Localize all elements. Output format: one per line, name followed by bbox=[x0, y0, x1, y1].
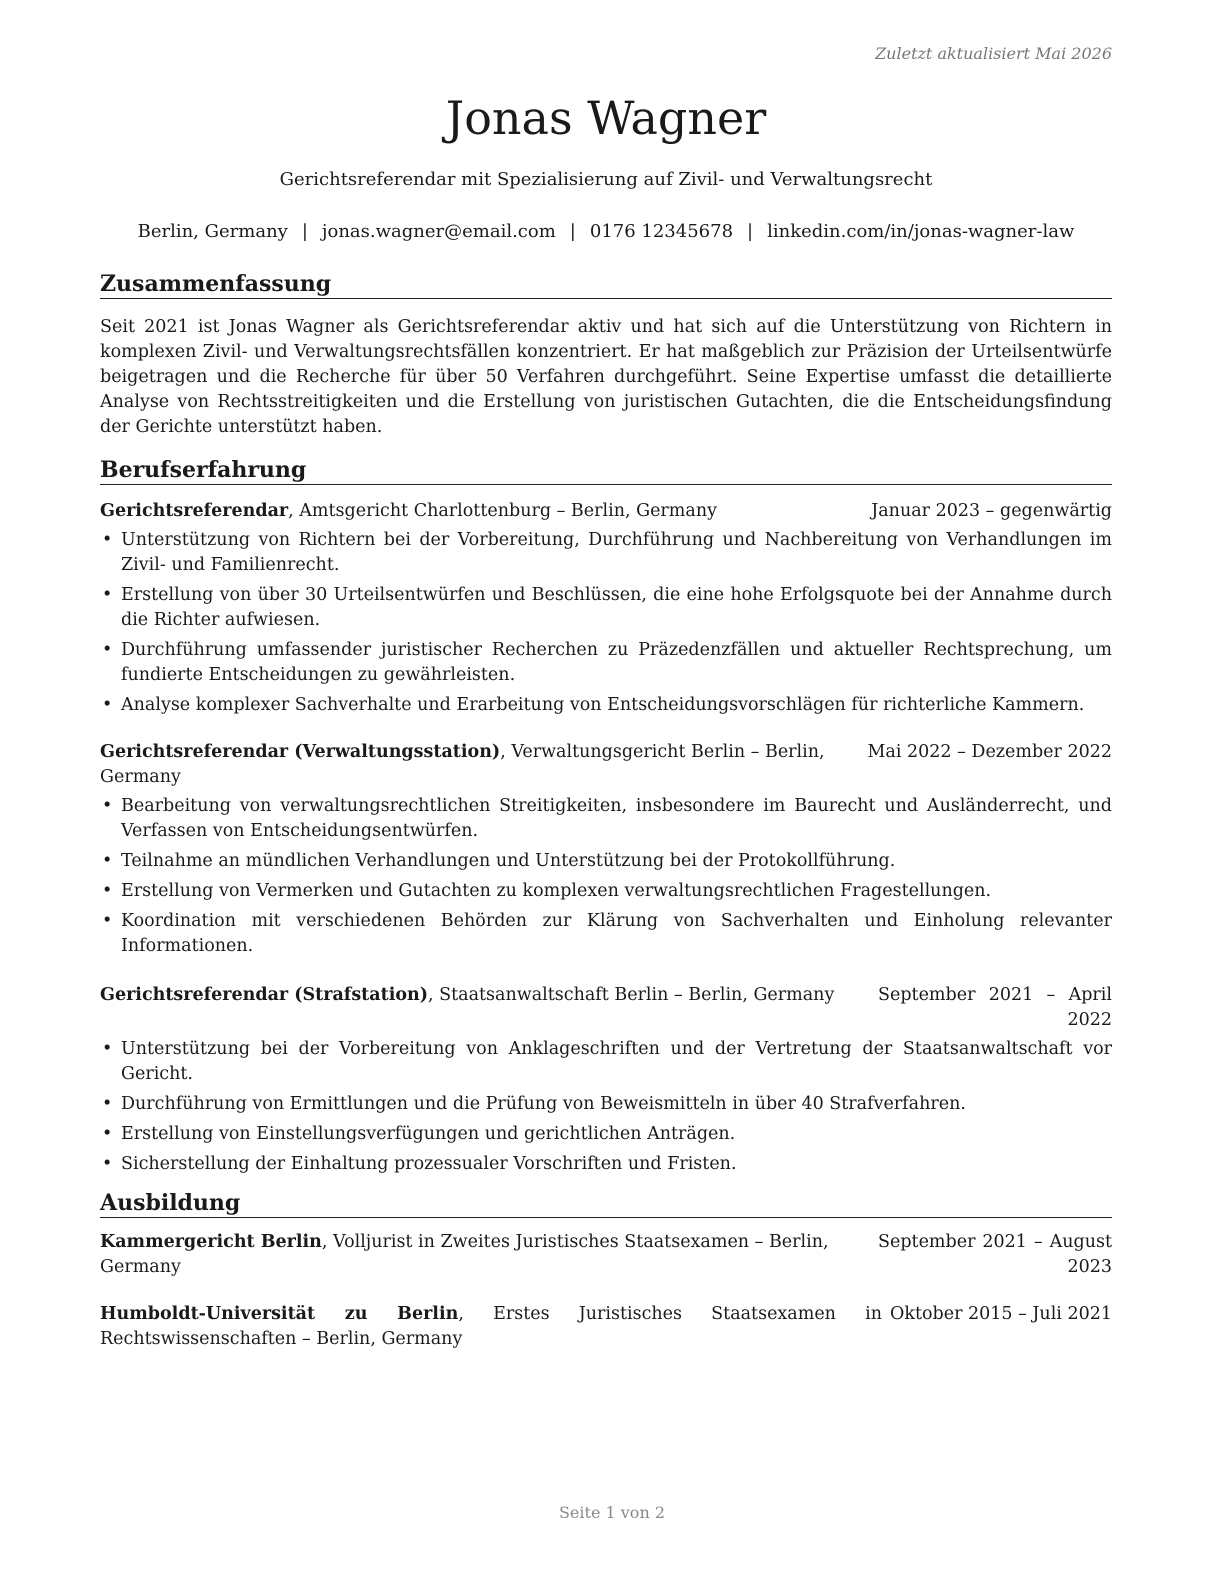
experience-bullets bbox=[100, 1037, 1112, 1177]
list-item: • Durchführung umfassender juristischer Recherchen zu Präzedenzfällen und aktueller Rechtsprechung, um fundierte Entscheidungen zu gewährleisten. bbox=[100, 638, 1112, 688]
section-title-experience: Berufserfahrung bbox=[100, 456, 1112, 485]
contact-phone[interactable]: 0176 12345678 bbox=[589, 221, 734, 242]
education-institution: Kammergericht Berlin bbox=[100, 1232, 322, 1252]
experience-org: , Staatsanwaltschaft Berlin – Berlin, Germany bbox=[428, 985, 835, 1005]
list-item: • Unterstützung von Richtern bei der Vorbereitung, Durchführung und Nachbereitung von Verhandlungen im Zivil- und Familienrecht. bbox=[100, 528, 1112, 578]
contact-location: Berlin, Germany bbox=[137, 221, 288, 242]
contact-linkedin[interactable]: linkedin.com/in/jonas-wagner-law bbox=[767, 221, 1075, 242]
experience-title: Gerichtsreferendar (Verwaltungsstation) bbox=[100, 742, 501, 762]
education-entry bbox=[100, 1230, 1112, 1280]
person-name: Jonas Wagner bbox=[445, 91, 767, 145]
summary-text: Seit 2021 ist Jonas Wagner als Gerichtsreferendar aktiv und hat sich auf die Unterstützung von Richtern in komplexen Zivil- und Verwaltungsrechtsfällen konzentriert. Er hat maßgeblich zur Präzision der Urteilsentwürfe beigetragen und die Recherche für über 50 Verfahren durchgeführt. Seine Expertise umfasst die detaillierte Analyse von Rechtsstreitigkeiten und die Erstellung von juristischen Gutachten, die die Entscheidungsfindung der Gerichte unterstützt haben. bbox=[100, 317, 1112, 437]
experience-bullets bbox=[100, 528, 1112, 718]
last-updated: Zuletzt aktualisiert Mai 2026 bbox=[875, 44, 1112, 63]
experience-entry bbox=[100, 983, 1112, 1177]
list-item: • Teilnahme an mündlichen Verhandlungen und Unterstützung bei der Protokollführung. bbox=[100, 849, 1112, 874]
education-entry bbox=[100, 1302, 1112, 1352]
education-institution: Humboldt-Universität zu Berlin bbox=[100, 1304, 459, 1324]
experience-org: , Verwaltungsgericht Berlin – Berlin, Germany bbox=[100, 742, 825, 787]
job-title: Gerichtsreferendar mit Spezialisierung auf Zivil- und Verwaltungsrecht bbox=[279, 169, 933, 190]
experience-dates: Januar 2023 – gegenwärtig bbox=[871, 501, 1112, 521]
experience-entry bbox=[100, 740, 1112, 959]
experience-dates: September 2021 – April 2022 bbox=[878, 985, 1112, 1030]
section-title-education: Ausbildung bbox=[100, 1189, 1112, 1218]
list-item: • Bearbeitung von verwaltungsrechtlichen Streitigkeiten, insbesondere im Baurecht und Ausländerrecht, und Verfassen von Entscheidungsentwürfen. bbox=[100, 794, 1112, 844]
list-item: • Erstellung von Vermerken und Gutachten zu komplexen verwaltungsrechtlichen Fragestellungen. bbox=[100, 879, 1112, 904]
list-item: • Unterstützung bei der Vorbereitung von Anklageschriften und der Vertretung der Staatsanwaltschaft vor Gericht. bbox=[100, 1037, 1112, 1087]
list-item: • Analyse komplexer Sachverhalte und Erarbeitung von Entscheidungsvorschlägen für richterliche Kammern. bbox=[100, 693, 1112, 718]
experience-bullets bbox=[100, 794, 1112, 959]
experience-org: , Amtsgericht Charlottenburg – Berlin, Germany bbox=[288, 501, 717, 521]
contact-separator: | bbox=[747, 221, 754, 242]
section-title-summary: Zusammenfassung bbox=[100, 270, 1112, 299]
list-item: • Sicherstellung der Einhaltung prozessualer Vorschriften und Fristen. bbox=[100, 1152, 1112, 1177]
experience-title: Gerichtsreferendar bbox=[100, 501, 289, 521]
contact-separator: | bbox=[569, 221, 576, 242]
list-item: • Durchführung von Ermittlungen und die Prüfung von Beweismitteln in über 40 Strafverfahren. bbox=[100, 1092, 1112, 1117]
education-dates: Oktober 2015 – Juli 2021 bbox=[890, 1304, 1112, 1324]
list-item: • Erstellung von Einstellungsverfügungen und gerichtlichen Anträgen. bbox=[100, 1122, 1112, 1147]
list-item: • Erstellung von über 30 Urteilsentwürfen und Beschlüssen, die eine hohe Erfolgsquote bei der Annahme durch die Richter aufwiesen. bbox=[100, 583, 1112, 633]
education-dates: September 2021 – August 2023 bbox=[878, 1232, 1112, 1277]
list-item: • Koordination mit verschiedenen Behörden zur Klärung von Sachverhalten und Einholung relevanter Informationen. bbox=[100, 909, 1112, 959]
education-detail: , Erstes Juristisches Staatsexamen in Rechtswissenschaften – Berlin, Germany bbox=[100, 1304, 882, 1349]
education-detail: , Volljurist in Zweites Juristisches Staatsexamen – Berlin, Germany bbox=[100, 1232, 829, 1277]
contact-email[interactable]: jonas.wagner@email.com bbox=[321, 221, 556, 242]
page-number: Seite 1 von 2 bbox=[558, 1503, 666, 1522]
contact-separator: | bbox=[301, 221, 308, 242]
experience-dates: Mai 2022 – Dezember 2022 bbox=[867, 742, 1112, 762]
contact-line bbox=[100, 220, 1112, 244]
experience-title: Gerichtsreferendar (Strafstation) bbox=[100, 985, 429, 1005]
experience-entry bbox=[100, 499, 1112, 718]
